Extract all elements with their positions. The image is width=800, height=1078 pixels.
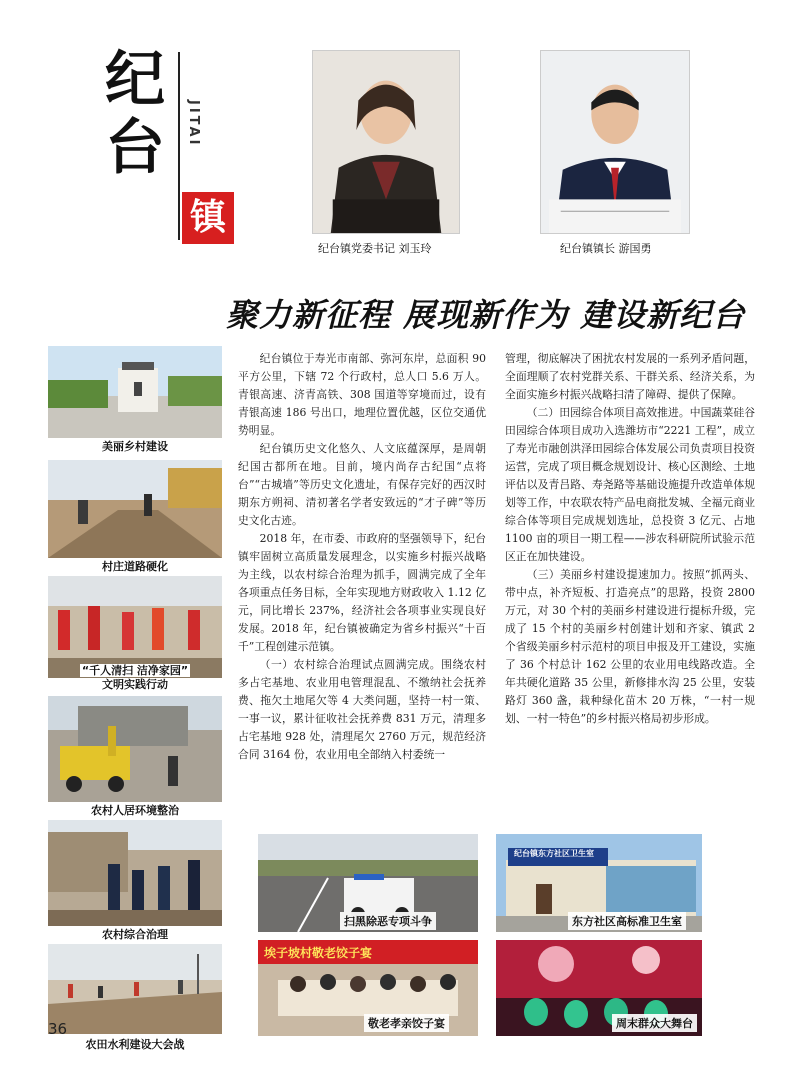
paragraph: （一）农村综合治理试点圆满完成。围绕农村多占宅基地、农业用电管理混乱、不缴纳社会抚养费、拖欠土地尾欠等 4 大类问题，坚持一村一策、一事一议，累计征收社会抚养费 831 万元，清理多占宅基地 928 处，清理尾欠 2760 万元，规范经济合同 3164 份，农业用电全部纳入村委统一 — [238, 658, 486, 761]
caption-cleaning-line2: 文明实践行动 — [102, 678, 168, 691]
brand-title — [96, 46, 174, 182]
caption-dumpling-banquet: 敬老孝亲饺子宴 — [364, 1014, 449, 1032]
text-column-right — [505, 350, 755, 728]
photo-living-environment — [48, 696, 222, 802]
caption-road-hardening: 村庄道路硬化 — [102, 560, 168, 573]
photo-cleaning-campaign — [48, 576, 222, 678]
brand-tag-box: 镇 — [182, 192, 234, 244]
paragraph: 管理，彻底解决了困扰农村发展的一系列矛盾问题，全面理顺了农村党群关系、干群关系、经济关系，为全面实施乡村振兴战略扫清了障碍、提供了保障。 — [505, 352, 755, 401]
clinic-sign: 纪台镇东方社区卫生室 — [514, 849, 594, 858]
caption-irrigation-works: 农田水利建设大会战 — [85, 1038, 185, 1051]
photo-beautiful-village-image — [48, 346, 222, 438]
brand-char-1: 纪 — [105, 45, 165, 115]
brand-divider — [178, 52, 180, 240]
caption-anti-crime: 扫黑除恶专项斗争 — [340, 912, 436, 930]
headline: 聚力新征程 展现新作为 建设新纪台 — [226, 296, 746, 334]
photo-cleaning-campaign-image — [48, 576, 222, 678]
photo-living-environment-image — [48, 696, 222, 802]
photo-comprehensive-governance — [48, 820, 222, 926]
portrait-caption-mayor: 纪台镇镇长 游国勇 — [560, 242, 652, 255]
paragraph: 2018 年，在市委、市政府的坚强领导下，纪台镇牢固树立高质量发展理念，以实施乡村振兴战略为主线，以农村综合治理为抓手，圆满完成了全年各项重点任务目标，全年实现地方财政收入 1.12 亿元，同比增长 237%，经济社会各项事业实现良好发展。2018 年，纪台镇被确定为省乡村振兴“十百千”工程创建示范镇。 — [238, 532, 486, 653]
caption-clinic: 东方社区高标准卫生室 — [568, 912, 686, 930]
photo-comprehensive-governance-image — [48, 820, 222, 926]
caption-cleaning-campaign — [40, 664, 230, 692]
portrait-party-secretary — [312, 50, 460, 234]
photo-irrigation-works-image — [48, 944, 222, 1034]
photo-irrigation-works — [48, 944, 222, 1034]
paragraph: 纪台镇历史文化悠久、人文底蕴深厚，是周朝纪国古都所在地。目前，境内尚存古纪国“点将台”“古城墙”等历史文化遗址，有保存完好的西汉时期东方朔祠、清初著名学者安致远的“才子碑”等历史文化古迹。 — [238, 442, 486, 527]
banquet-banner: 埃子坡村敬老饺子宴 — [264, 946, 373, 960]
paragraph: 纪台镇位于寿光市南部、弥河东岸，总面积 90 平方公里，下辖 72 个行政村，总人口 5.6 万人。青银高速、济青高铁、308 国道等穿境而过，设有青银高速 186 号出口，地理位置优越，区位交通优势明显。 — [238, 352, 486, 437]
portrait-town-mayor-image — [541, 51, 689, 233]
page-number: 36 — [48, 1020, 68, 1038]
portrait-party-secretary-image — [313, 51, 459, 233]
photo-road-hardening-image — [48, 460, 222, 558]
photo-road-hardening — [48, 460, 222, 558]
paragraph: （三）美丽乡村建设提速加力。按照“抓两头、带中点，补齐短板、打造亮点”的思路，投资 2800 万元，对 30 个村的美丽乡村建设进行提标升级，完成了 15 个村的美丽乡村创建计划和齐家、镇武 2 个省级美丽乡村示范村的项目申报及开工建设，实施了 36 个村总计 162 公里的农业用电线路改造。全年共硬化道路 35 公里，新修排水沟 25 公里，安装路灯 360 盏，栽种绿化苗木 20 万株，“一村一规划、一村一特色”的乡村振兴格局初步形成。 — [505, 568, 755, 725]
paragraph: （二）田园综合体项目高效推进。中国蔬菜硅谷田园综合体项目成功入选潍坊市“2221 工程”，成立了寿光市融创洪泽田园综合体发展公司负责项目投资运营，完成了项目概念规划设计、核心区测绘、土地评估以及青吕路、寿尧路等基础设施提升改造单体规划等工作，中农联农特产品电商批发城、全福元商业综合体等项目完成规划选址，总投资 3 亿元、占地 1100 亩的项目一期工程——涉农科研院所试验示范区正在加快建设。 — [505, 406, 755, 563]
caption-living-environment: 农村人居环境整治 — [91, 804, 179, 817]
brand-char-2: 台 — [105, 113, 165, 183]
text-column-left — [238, 350, 486, 764]
caption-weekend-stage: 周末群众大舞台 — [612, 1014, 697, 1032]
portrait-town-mayor — [540, 50, 690, 234]
caption-comprehensive-governance: 农村综合治理 — [102, 928, 168, 941]
caption-beautiful-village: 美丽乡村建设 — [102, 440, 168, 453]
portrait-caption-secretary: 纪台镇党委书记 刘玉玲 — [318, 242, 432, 255]
brand-romanization: JITAI — [186, 100, 201, 148]
caption-cleaning-line1: “千人清扫 洁净家园” — [81, 664, 189, 677]
photo-beautiful-village — [48, 346, 222, 438]
